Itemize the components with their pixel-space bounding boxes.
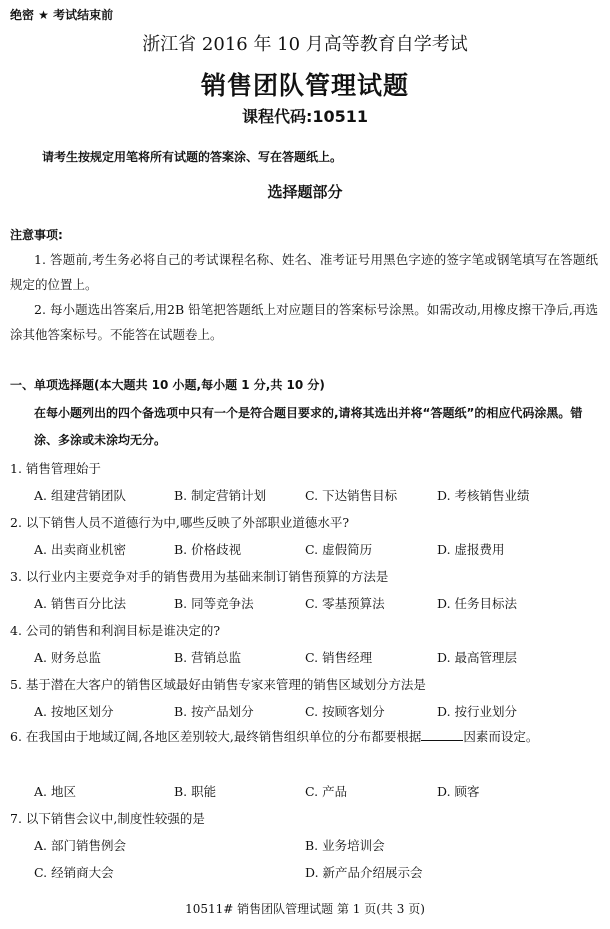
section-part-title: 选择题部分	[267, 183, 343, 201]
question-1-option-b: B. 制定营销计划	[174, 488, 267, 503]
notes-heading: 注意事项:	[10, 228, 63, 242]
question-1-option-d: D. 考核销售业绩	[437, 488, 530, 503]
question-5-option-d: D. 按行业划分	[437, 704, 518, 719]
part1-instruction: 在每小题列出的四个备选项中只有一个是符合题目要求的,请将其选出并将“答题纸”的相应代码涂黑。错涂、多涂或未涂均无分。	[34, 406, 583, 447]
general-instruction: 请考生按规定用笔将所有试题的答案涂、写在答题纸上。	[42, 150, 343, 164]
answer-blank	[421, 728, 463, 741]
question-6-stem-after: 因素而设定。	[463, 729, 539, 744]
question-6-option-a: A. 地区	[34, 784, 76, 799]
question-3-option-b: B. 同等竞争法	[174, 596, 254, 611]
question-3-option-a: A. 销售百分比法	[34, 596, 126, 611]
question-5-option-c: C. 按顾客划分	[305, 704, 385, 719]
question-2-option-a: A. 出卖商业机密	[34, 542, 126, 557]
question-3-stem: 3. 以行业内主要竞争对手的销售费用为基础来制订销售预算的方法是	[10, 569, 389, 584]
exam-title: 销售团队管理试题	[200, 71, 409, 100]
question-6-stem-before: 6. 在我国由于地域辽阔,各地区差别较大,最终销售组织单位的分布都要根据	[10, 729, 422, 744]
course-code: 课程代码:10511	[241, 107, 369, 126]
question-5-option-a: A. 按地区划分	[34, 704, 114, 719]
question-5-option-b: B. 按产品划分	[174, 704, 254, 719]
question-7-stem: 7. 以下销售会议中,制度性较强的是	[10, 811, 205, 826]
question-4-stem: 4. 公司的销售和利润目标是谁决定的?	[10, 623, 221, 638]
part1-heading: 一、单项选择题(本大题共 10 小题,每小题 1 分,共 10 分)	[10, 378, 325, 392]
note-item-1: 1. 答题前,考生务必将自己的考试课程名称、姓名、准考证号用黑色字迹的签字笔或钢笔填写在答题纸规定的位置上。	[10, 252, 598, 292]
secret-mark: 绝密 ★ 考试结束前	[10, 8, 114, 22]
question-1-option-a: A. 组建营销团队	[34, 488, 126, 503]
note-item-2: 2. 每小题选出答案后,用2B 铅笔把答题纸上对应题目的答案标号涂黑。如需改动,用橡皮擦干净后,再选涂其他答案标号。不能答在试题卷上。	[10, 302, 598, 342]
question-6-option-c: C. 产品	[305, 784, 348, 799]
question-7-option-c: C. 经销商大会	[34, 865, 114, 880]
question-4-option-b: B. 营销总监	[174, 650, 242, 665]
question-6-option-b: B. 职能	[174, 784, 217, 799]
page-footer: 10511# 销售团队管理试题 第 1 页(共 3 页)	[185, 902, 425, 916]
question-6-option-d: D. 顾客	[437, 784, 480, 799]
question-5-stem: 5. 基于潜在大客户的销售区域最好由销售专家来管理的销售区域划分方法是	[10, 677, 426, 692]
question-1-stem: 1. 销售管理始于	[10, 461, 101, 476]
question-3-option-d: D. 任务目标法	[437, 596, 518, 611]
question-4-option-d: D. 最高管理层	[437, 650, 518, 665]
question-3-option-c: C. 零基预算法	[305, 596, 385, 611]
question-2-option-c: C. 虚假简历	[305, 542, 373, 557]
question-4-option-c: C. 销售经理	[305, 650, 373, 665]
question-1-option-c: C. 下达销售目标	[305, 488, 398, 503]
question-2-option-d: D. 虚报费用	[437, 542, 505, 557]
question-7-option-b: B. 业务培训会	[305, 838, 385, 853]
question-7-option-a: A. 部门销售例会	[34, 838, 126, 853]
question-7-option-d: D. 新产品介绍展示会	[305, 865, 423, 880]
question-6-stem	[10, 724, 602, 750]
question-2-option-b: B. 价格歧视	[174, 542, 242, 557]
exam-header: 浙江省 2016 年 10 月高等教育自学考试	[142, 34, 468, 55]
question-4-option-a: A. 财务总监	[34, 650, 101, 665]
question-2-stem: 2. 以下销售人员不道德行为中,哪些反映了外部职业道德水平?	[10, 515, 350, 530]
